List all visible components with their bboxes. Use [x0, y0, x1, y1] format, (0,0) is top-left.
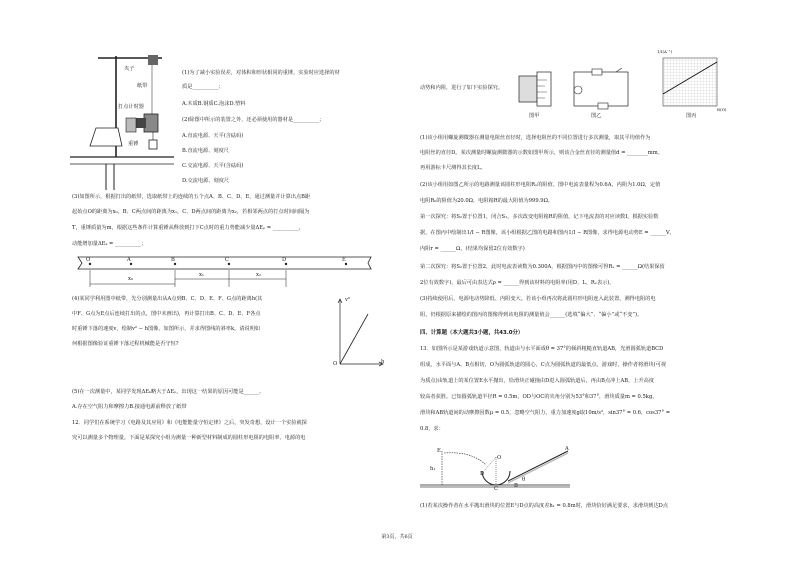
q11-part4-line3: 时重锤下落的速度v，绘制v² − h图像，如图所示，并求得图线的斜率k。请说明如: [72, 326, 261, 332]
label-tape: 纸带: [137, 83, 148, 89]
q13-line5: 滑块和AB轨道间的动摩擦因数μ = 0.5，忽略空气阻力，重力加速度g取10m/s²，sin37° = 0.6，cos37° =: [420, 410, 671, 416]
track-label-c: C: [494, 486, 498, 492]
q13-part1: (1)若某次操作者在水平抛出滑块的位置E与D点的高度差h₁ = 0.8m时，滑块恰好满足要求，求滑块到达D点: [420, 503, 669, 509]
q12-part2-line3: 第一次探究：将S₂置于位置1，闭合S₁，多次改变电阻箱R的阻值，记下电流表的对应读数I，根据实验数: [420, 214, 659, 220]
graph-axis-h: h: [381, 359, 385, 365]
tape-label-b: B: [171, 257, 175, 263]
micrometer-figure: [517, 68, 561, 112]
q11-part3-line4: 动能增加量ΔEₖ = __________；: [72, 241, 147, 247]
q12-part2-line1: (2)该小组用如图乙所示的电路测量该圆柱形电阻Rₓ的阻值。图中电流表量程为0.6A，内阻为1.0Ω，定值: [420, 182, 661, 188]
page-footer: 第3页，共6页: [381, 534, 413, 540]
track-label-h1: h₁: [430, 466, 436, 472]
tape-dim-x1: x₁: [199, 272, 205, 278]
graph-axis-r: R(Ω): [717, 107, 727, 112]
inverse-i-r-graph: [655, 54, 721, 112]
track-label-d: D: [480, 471, 485, 477]
v2-h-graph: [334, 296, 384, 370]
q11-option-c: C.交流电源、天平(含砝码): [182, 163, 244, 169]
q11-part3-line2: 起始点O的距离为x₀，B、C两点间的距离为x₁，C、D两点间的距离为x₂，若相邻两点的打点时间间隔为: [72, 209, 310, 215]
graph-origin: O: [333, 361, 338, 367]
tape-label-c: C: [225, 257, 229, 263]
q11-option-b: B.直流电源、刻度尺: [182, 148, 229, 154]
q11-part2-stem: (2)除图中所示的装置之外，还必须使用的器材是__________；: [182, 117, 325, 123]
tape-dim-x0: x₀: [128, 276, 134, 282]
q11-part3-line3: T，重锤质量为m，根据这些条件计算重锤从释放到打下C点时的重力势能减少量ΔEₚ = __________，: [72, 225, 304, 231]
q11-part1-options: A.木质B.钢质C.泡沫D.塑料: [182, 101, 246, 107]
q12-part2-line5: 内阻r = ______Ω。(结果均保留2位有效数字): [420, 246, 525, 252]
q11-part3-line1: (3)如图所示，根据打出的纸带，选取纸带上的连续的五个点A、B、C、D、E，通过测量并计算出点B距: [72, 194, 311, 200]
q12-intro-cont: 动势和内阻，进行了如下实验探究。: [420, 85, 504, 91]
circuit-figure: [570, 68, 632, 112]
q12-part3-line2: 阻，仍根据原来描绘的图丙的图像得到该电阻的测量值会______(选填“偏大”、“偏小”或“不变”)。: [420, 312, 643, 318]
apparatus-figure: [70, 52, 174, 190]
label-clip: 夹子: [124, 66, 135, 72]
q13-line4: 较高者获胜。已知圆弧轨道半径R = 0.5m，OD与OC的夹角分别为53°和37°，滑块质量m = 0.5kg，: [420, 394, 658, 400]
q12-part2-line4: 据，在图丙中绘制出1/I − R图像，该小组根据乙图的电路和图丙1/I − R图像，求得电源电动势E = ______V，: [420, 230, 675, 236]
q12-part2-line6: 第二次探究：将S₂置于位置2，此时电流表读数为0.300A，根据图丙中的图像可得Rₓ = ______Ω(结果保留: [420, 264, 665, 270]
tape-label-a: A: [127, 257, 131, 263]
q13-line1: 13．如图所示是某游戏轨道示意图，轨道由与水平面成θ = 37°的倾斜粗糙直轨道AB，光滑圆弧轨道BCD: [420, 346, 664, 352]
q11-part4-line2: 中F、G点为E点后连续打出的点，图中未画出)，再计算打出B、C、D、E、F各点: [72, 311, 261, 317]
track-label-theta: θ: [522, 477, 526, 483]
q12-part2-line7: 2位有效数字)，最后可由表达式ρ = ______得到该材料的电阻率(用D、L、Rₓ表示)。: [420, 280, 615, 286]
q12-part2-line2: 电阻R₀的阻值为20.0Ω，电阻箱R的最大阻值为999.9Ω。: [420, 198, 554, 204]
q13-line6: 0.8，求：: [420, 426, 444, 432]
label-timer: 打点计时器: [118, 104, 144, 110]
label-weight: 重锤: [128, 141, 139, 147]
track-label-o: O: [497, 455, 502, 461]
q11-part1-line1: (1)为了减小实验误差，对体积和形状相同的重锤，实验时应选择的材: [182, 70, 340, 76]
tape-label-e: E: [342, 257, 346, 263]
track-figure: [420, 445, 580, 500]
track-label-a: A: [565, 446, 569, 452]
track-label-e: E: [437, 448, 441, 454]
section-heading: 四、计算题（本大题共3小题，共43.0分）: [420, 330, 524, 336]
q12-part3-line1: (3)持续使用后，电源电动势降低、内阻变大。若该小组再次将此圆柱形电阻连入此装置，测得电阻的电: [420, 296, 656, 302]
q11-part5-options: A.存在空气阻力和摩擦力B.接通电源前释放了纸带: [72, 404, 187, 410]
tape-label-o: O: [86, 257, 91, 263]
q12-line2: 究可以测量多个物理量。下面是某探究小组为测量一种新型材料制成的圆柱形电阻的电阻率、电源的电: [72, 435, 306, 441]
q11-part4-line4: 何根据图像验证重锤下落过程机械能是否守恒?: [72, 341, 179, 347]
q12-part1-line2: 电阻丝的直径D。某次测量时螺旋测微器的示数如图甲所示，则该合金丝直径的测量值d = ________mm。: [420, 150, 663, 156]
q12-part1-line1: (1)该小组用螺旋测微器在测量电阻丝直径时，选择电阻丝的不同位置进行多次测量，取其平均值作为: [420, 135, 651, 141]
q12-part1-line3: 再用游标卡尺测得其长度L。: [420, 165, 486, 171]
fig-yi-caption: 图乙: [591, 113, 602, 119]
q11-part1-line2: 质是__________；: [182, 84, 224, 90]
graph-axis-v2: v²: [345, 297, 351, 303]
q13-line2: 组成，水平面与A、B点相切，O为圆弧轨道的圆心，C点为圆弧轨道的最低点。游戏时，操作者将滑块(可视: [420, 362, 667, 368]
tape-label-d: D: [282, 257, 287, 263]
fig-bing-caption: 图丙: [686, 113, 697, 119]
q11-option-d: D.交流电源、刻度尺: [182, 178, 230, 184]
q12-line1: 12．同学们在系统学习《电路及其应用》和《电能能量守恒定律》之后，突发奇想，设计一个实验就探: [72, 420, 307, 426]
q11-option-a: A.直流电源、天平(含砝码): [182, 133, 244, 139]
q11-part4-line1: (4)某同学利用图中纸带，先分别测量出从A点到B、C、D、E、F、G点的距离h(其: [72, 296, 263, 302]
track-label-b: B: [514, 483, 518, 489]
q13-line3: 为质点)由轨道上的某位置E水平抛出，恰滑块正碰撞由D进入圆弧轨道后，再由B点冲上AB，上升高度: [420, 378, 655, 384]
graph-axis-inv-i: 1/I(A⁻¹): [657, 49, 673, 54]
fig-jia-caption: 图甲: [529, 113, 540, 119]
tape-dim-x2: x₂: [256, 272, 262, 278]
q11-part5-stem: (5)在一次测量中，某同学发现ΔEₖ略大于ΔEₚ，出现这一结果的原因可能是______。: [72, 389, 265, 395]
